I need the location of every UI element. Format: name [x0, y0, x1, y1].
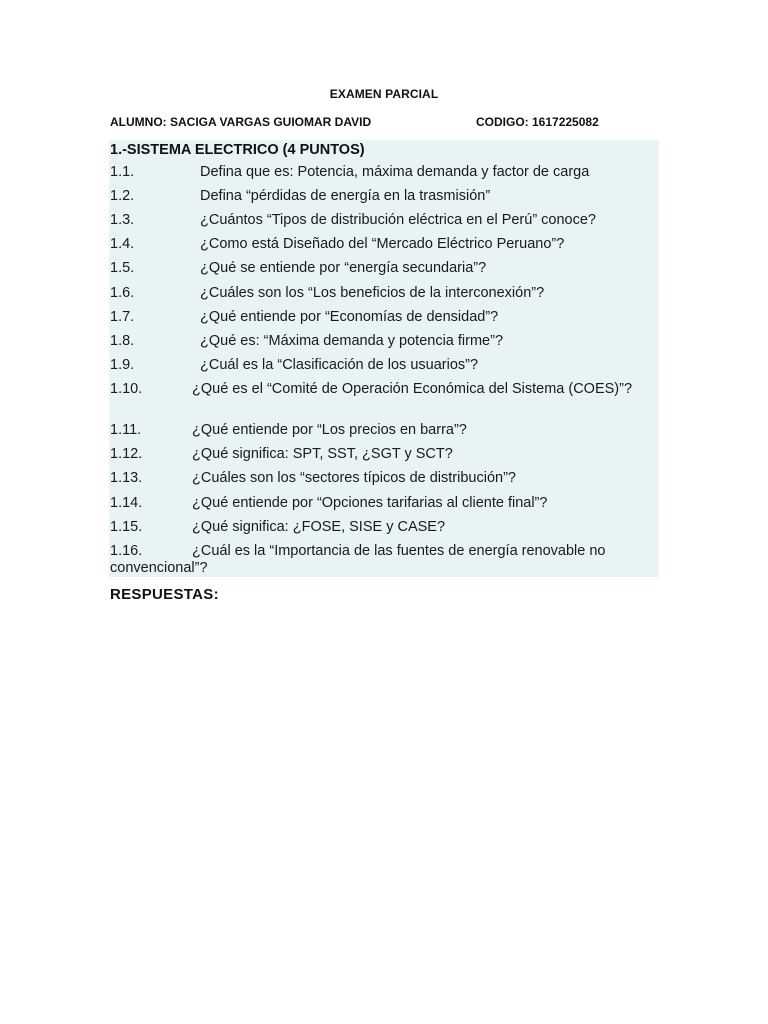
- question-text: ¿Cuáles son los “sectores típicos de distribución”?: [192, 470, 516, 486]
- question-1-15: [110, 519, 445, 536]
- section-title: 1.-SISTEMA ELECTRICO (4 PUNTOS): [110, 142, 365, 158]
- exam-title: EXAMEN PARCIAL: [329, 87, 439, 101]
- question-1-7: [110, 309, 498, 326]
- question-number: 1.6.: [110, 285, 135, 301]
- question-number: 1.2.: [110, 188, 135, 204]
- question-text: ¿Qué se entiende por “energía secundaria”?: [200, 260, 487, 276]
- question-text: Defina que es: Potencia, máxima demanda y factor de carga: [200, 164, 590, 180]
- question-number: 1.16.: [110, 543, 143, 559]
- question-block: [109, 140, 659, 577]
- question-1-13: [110, 470, 516, 487]
- question-number: 1.12.: [110, 446, 143, 462]
- question-text: ¿Qué entiende por “Los precios en barra”?: [192, 422, 467, 438]
- question-number: 1.10.: [110, 381, 143, 397]
- question-text: ¿Cuántos “Tipos de distribución eléctrica en el Perú” conoce?: [200, 212, 596, 228]
- question-text: ¿Cuál es la “Importancia de las fuentes de energía renovable no convencional”?: [110, 543, 606, 576]
- answers-label: RESPUESTAS:: [110, 586, 219, 603]
- question-number: 1.1.: [110, 164, 135, 180]
- question-1-14: [110, 495, 547, 512]
- question-number: 1.8.: [110, 333, 135, 349]
- question-text: ¿Qué significa: ¿FOSE, SISE y CASE?: [192, 519, 446, 535]
- question-1-2: [110, 188, 490, 205]
- question-1-10: [110, 381, 650, 398]
- question-number: 1.7.: [110, 309, 135, 325]
- question-number: 1.9.: [110, 357, 135, 373]
- question-1-4: [110, 236, 564, 253]
- question-1-1: [110, 164, 589, 181]
- question-1-16: [110, 543, 650, 577]
- question-number: 1.3.: [110, 212, 135, 228]
- question-text: ¿Qué entiende por “Economías de densidad”?: [200, 309, 499, 325]
- question-number: 1.14.: [110, 495, 143, 511]
- question-text: ¿Cuál es la “Clasificación de los usuarios”?: [200, 357, 479, 373]
- question-text: ¿Qué es: “Máxima demanda y potencia firme”?: [200, 333, 504, 349]
- question-number: 1.15.: [110, 519, 143, 535]
- question-number: 1.11.: [110, 422, 142, 438]
- question-number: 1.4.: [110, 236, 135, 252]
- question-text: ¿Qué es el “Comité de Operación Económica del Sistema (COES)”?: [192, 381, 633, 397]
- question-text: ¿Qué significa: SPT, SST, ¿SGT y SCT?: [192, 446, 453, 462]
- question-text: Defina “pérdidas de energía en la trasmisión”: [200, 188, 491, 204]
- question-1-5: [110, 260, 486, 277]
- student-code: CODIGO: 1617225082: [476, 115, 599, 129]
- question-1-11: [110, 422, 467, 439]
- question-1-8: [110, 333, 503, 350]
- question-1-12: [110, 446, 453, 463]
- question-text: ¿Cuáles son los “Los beneficios de la interconexión”?: [200, 285, 545, 301]
- question-text: ¿Qué entiende por “Opciones tarifarias al cliente final”?: [192, 495, 548, 511]
- question-1-6: [110, 285, 544, 302]
- question-1-3: [110, 212, 596, 229]
- student-info: [110, 115, 658, 131]
- question-number: 1.5.: [110, 260, 135, 276]
- question-1-9: [110, 357, 478, 374]
- student-name: ALUMNO: SACIGA VARGAS GUIOMAR DAVID: [110, 115, 372, 129]
- question-number: 1.13.: [110, 470, 143, 486]
- question-text: ¿Como está Diseñado del “Mercado Eléctrico Peruano”?: [200, 236, 565, 252]
